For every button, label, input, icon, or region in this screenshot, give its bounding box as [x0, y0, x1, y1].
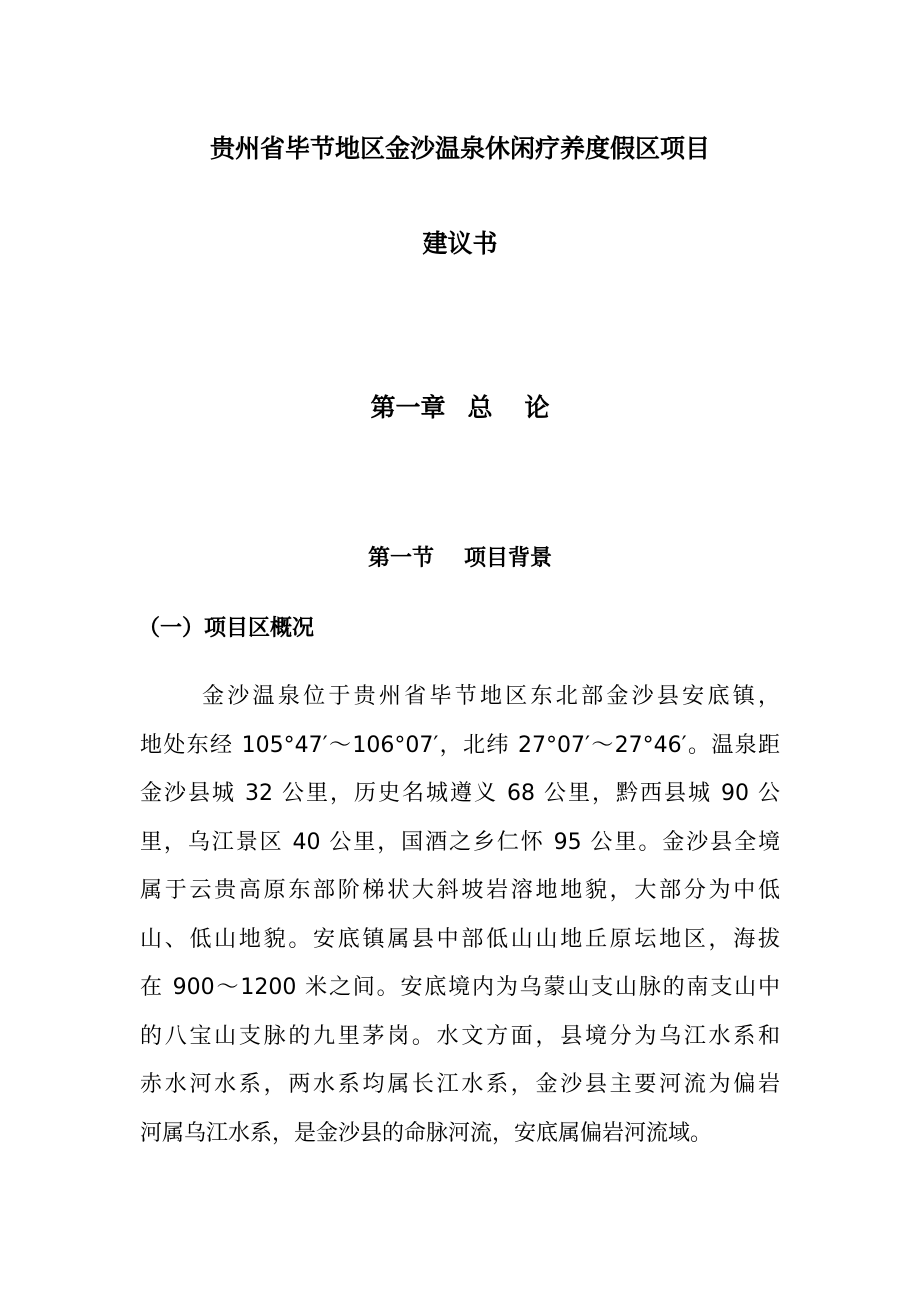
paragraph-line: 山、低山地貌。安底镇属县中部低山山地丘原坛地区，海拔	[140, 926, 780, 952]
body-paragraph	[140, 673, 780, 1158]
paragraph-line: 赤水河水系，两水系均属长江水系，金沙县主要河流为偏岩	[140, 1072, 780, 1097]
section-label: 第一节	[367, 546, 434, 571]
chapter-label: 第一章	[370, 393, 446, 422]
paragraph-line: 河属乌江水系，是金沙县的命脉河流，安底属偏岩河流域。	[140, 1120, 713, 1146]
document-title: 贵州省毕节地区金沙温泉休闲疗养度假区项目	[209, 134, 710, 163]
paragraph-line: 地处东经 105°47′～106°07′，北纬 27°07′～27°46′。温泉距	[140, 732, 780, 758]
paragraph-line: 金沙县城 32 公里，历史名城遵义 68 公里，黔西县城 90 公	[140, 781, 780, 806]
chapter-heading	[0, 392, 920, 424]
paragraph-line: 金沙温泉位于贵州省毕节地区东北部金沙县安底镇，	[202, 684, 780, 709]
section-name: 项目背景	[464, 546, 553, 571]
paragraph-line: 里，乌江景区 40 公里，国酒之乡仁怀 95 公里。金沙县全境	[140, 829, 780, 855]
document-subtitle: 建议书	[422, 229, 498, 258]
paragraph-line: 属于云贵高原东部阶梯状大斜坡岩溶地地貌，大部分为中低	[140, 878, 780, 903]
paragraph-line: 的八宝山支脉的九里茅岗。水文方面，县境分为乌江水系和	[140, 1023, 780, 1049]
chapter-word-2: 论	[524, 393, 550, 422]
chapter-word-1: 总	[467, 393, 493, 422]
subsection-heading: （一）项目区概况	[138, 616, 315, 641]
paragraph-line: 在 900～1200 米之间。安底境内为乌蒙山支山脉的南支山中	[140, 975, 780, 1000]
section-heading	[0, 544, 920, 574]
